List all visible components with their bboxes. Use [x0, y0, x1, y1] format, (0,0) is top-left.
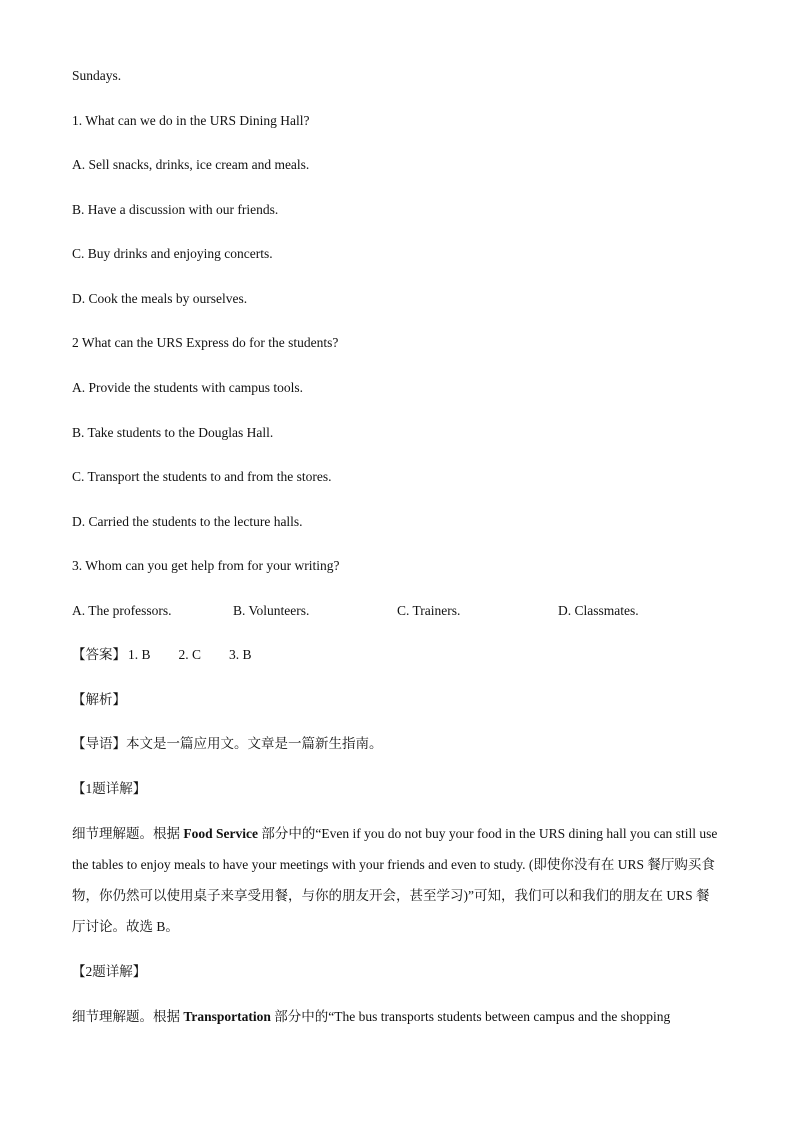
question-1-option-d: D. Cook the meals by ourselves.	[72, 291, 248, 306]
question-1-option-a: A. Sell snacks, drinks, ice cream and meals.	[72, 157, 310, 172]
question-3-stem: 3. Whom can you get help from for your writing?	[72, 558, 340, 573]
detail-2-heading: 【2题详解】	[72, 964, 147, 979]
answer-line	[72, 646, 280, 664]
detail-2-paragraph	[72, 1001, 722, 1032]
detail-1-prefix: 细节理解题。根据	[72, 826, 184, 841]
answer-item-3: 3. B	[229, 647, 252, 662]
detail-1-paragraph	[72, 818, 722, 942]
detail-1-heading: 【1题详解】	[72, 781, 147, 796]
question-2-option-b: B. Take students to the Douglas Hall.	[72, 425, 274, 440]
question-3-option-c: C. Trainers.	[397, 603, 461, 618]
question-1-option-b: B. Have a discussion with our friends.	[72, 202, 279, 217]
detail-1-keyword: Food Service	[183, 826, 258, 841]
detail-1-body: 部分中的“Even if you do not buy your food in the URS dining hall you can still use the tables to enjoy meals to have your meetings with your friends and even to study. (即使你没有在 URS 餐厅购买食物，你仍然可以使用桌子来享受用餐，与你的朋友开会，甚至学习)”可知，我们可以和我们的朋友在 URS 餐厅讨论。故选 B。	[72, 826, 718, 934]
question-2-option-d: D. Carried the students to the lecture halls.	[72, 514, 303, 529]
question-2-option-c: C. Transport the students to and from the stores.	[72, 469, 332, 484]
answer-tag: 【答案】	[72, 647, 126, 662]
question-3-option-d: D. Classmates.	[558, 603, 639, 618]
analysis-heading: 【解析】	[72, 692, 126, 707]
question-3-option-b: B. Volunteers.	[233, 603, 310, 618]
question-1-option-c: C. Buy drinks and enjoying concerts.	[72, 246, 273, 261]
detail-2-prefix: 细节理解题。根据	[72, 1009, 184, 1024]
question-2-option-a: A. Provide the students with campus tools.	[72, 380, 303, 395]
question-3-option-a: A. The professors.	[72, 603, 172, 618]
answer-item-1: 1. B	[128, 647, 151, 662]
answer-item-2: 2. C	[178, 647, 202, 662]
intro-line	[72, 735, 383, 753]
detail-2-body: 部分中的“The bus transports students between campus and the shopping	[270, 1009, 671, 1024]
question-1-stem: 1. What can we do in the URS Dining Hall?	[72, 113, 310, 128]
intro-text: 本文是一篇应用文。文章是一篇新生指南。	[126, 736, 383, 751]
detail-2-keyword: Transportation	[183, 1009, 271, 1024]
top-fragment: Sundays.	[72, 68, 122, 83]
question-2-stem: 2 What can the URS Express do for the students?	[72, 335, 339, 350]
intro-tag: 【导语】	[72, 736, 126, 751]
